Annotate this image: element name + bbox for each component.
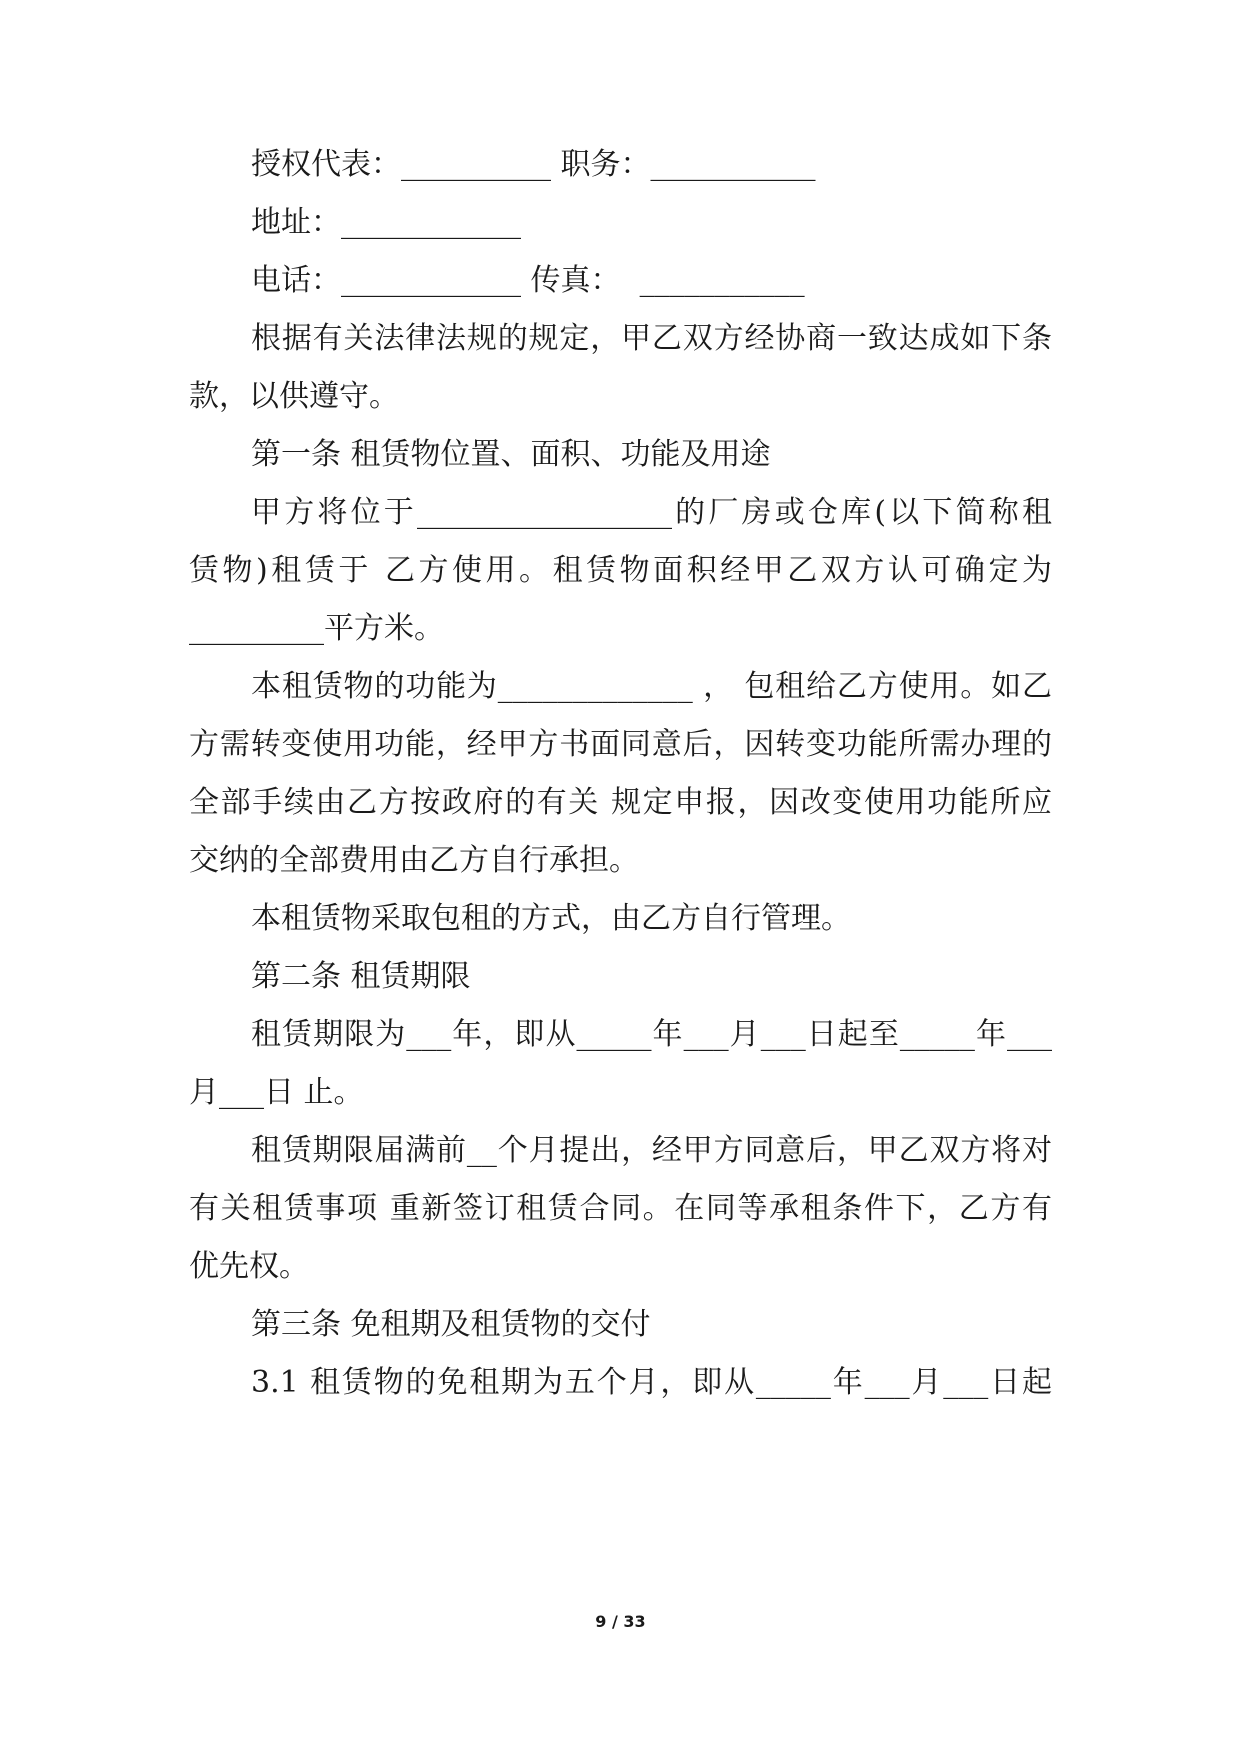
- paragraph-line: 本租赁物采取包租的方式，由乙方自行管理。: [251, 901, 851, 936]
- paragraph-line: 月___日 止。: [189, 1075, 364, 1110]
- paragraph-line: 全部手续由乙方按政府的有关 规定申报，因改变使用功能所应: [189, 785, 1052, 820]
- article-heading: 第二条 租赁期限: [251, 959, 471, 994]
- address-line: 地址：____________: [251, 205, 521, 240]
- page-number: 9 / 33: [595, 1612, 646, 1631]
- paragraph-line: 甲方将位于_________________的厂房或仓库(以下简称租: [251, 495, 1052, 530]
- paragraph-line: 款，以供遵守。: [189, 379, 399, 414]
- paragraph-line: 交纳的全部费用由乙方自行承担。: [189, 843, 639, 878]
- paragraph-line: _________平方米。: [189, 611, 444, 646]
- authorized-rep-line: 授权代表：__________ 职务：___________: [251, 147, 816, 182]
- paragraph-line: 优先权。: [189, 1249, 309, 1284]
- paragraph-line: 根据有关法律法规的规定，甲乙双方经协商一致达成如下条: [251, 321, 1052, 356]
- paragraph-line: 租赁期限为___年，即从_____年___月___日起至_____年___: [251, 1017, 1052, 1052]
- article-heading: 第三条 免租期及租赁物的交付: [251, 1307, 651, 1342]
- paragraph-line: 赁物)租赁于 乙方使用。租赁物面积经甲乙双方认可确定为: [189, 553, 1052, 588]
- paragraph-line: 租赁期限届满前__个月提出，经甲方同意后，甲乙双方将对: [251, 1133, 1052, 1168]
- paragraph-line: 有关租赁事项 重新签订租赁合同。在同等承租条件下，乙方有: [189, 1191, 1052, 1226]
- paragraph-line: 本租赁物的功能为_____________ ， 包租给乙方使用。如乙: [251, 669, 1052, 704]
- phone-fax-line: 电话：____________ 传真： ___________: [251, 263, 805, 298]
- paragraph-line: 方需转变使用功能，经甲方书面同意后，因转变功能所需办理的: [189, 727, 1052, 762]
- article-heading: 第一条 租赁物位置、面积、功能及用途: [251, 437, 771, 472]
- paragraph-line: 3.1 租赁物的免租期为五个月，即从_____年___月___日起: [251, 1365, 1052, 1400]
